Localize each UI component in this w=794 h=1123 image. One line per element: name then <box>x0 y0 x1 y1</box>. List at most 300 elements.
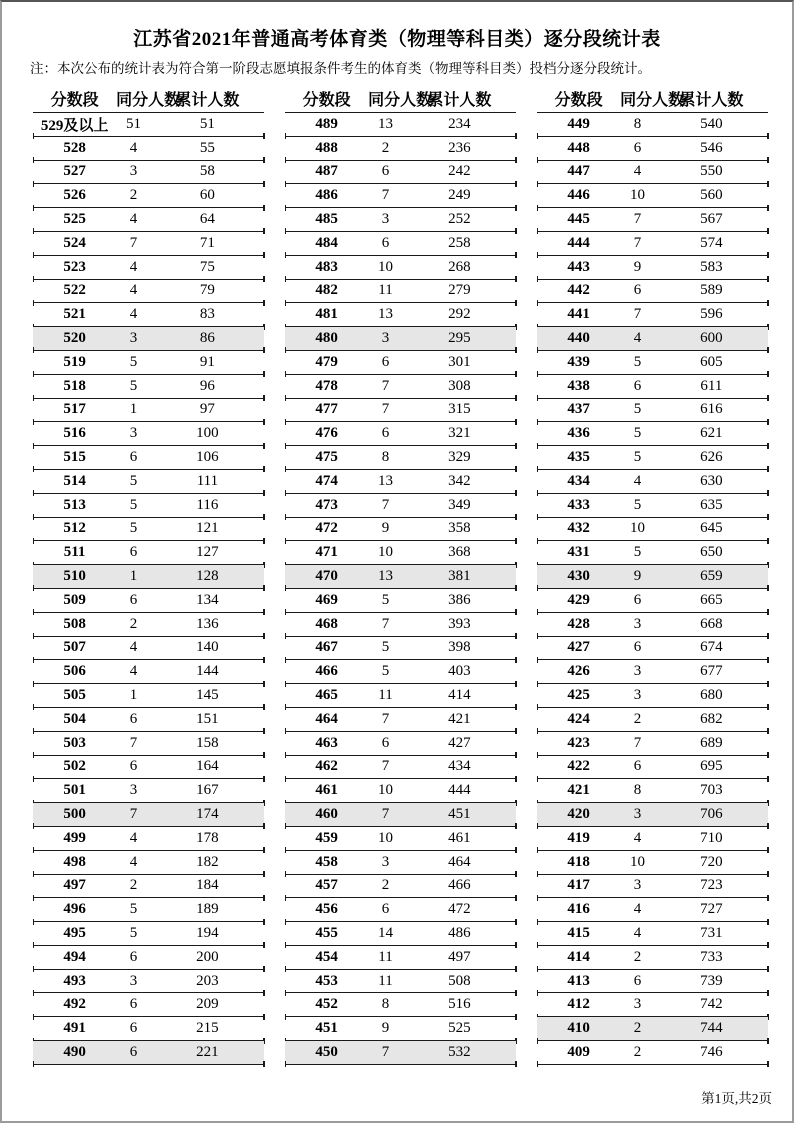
table-row <box>537 756 768 780</box>
table-row <box>537 875 768 899</box>
cumulative-count-value: 174 <box>196 806 219 822</box>
table-row <box>33 161 264 185</box>
score-range-value: 419 <box>567 829 590 846</box>
cumulative-count-value: 742 <box>700 996 723 1013</box>
table-row <box>285 232 516 256</box>
same-score-count-value: 4 <box>129 853 138 870</box>
same-score-count-value: 6 <box>129 449 138 466</box>
score-range-value: 480 <box>315 330 338 347</box>
same-score-count-value: 4 <box>633 330 642 347</box>
score-range-value: 516 <box>63 425 86 442</box>
table-row <box>537 541 768 565</box>
col-header-same-score-count: 同分人数 <box>620 91 685 109</box>
score-range-value: 468 <box>315 615 338 632</box>
table-row <box>537 946 768 970</box>
same-score-count-value: 2 <box>129 187 138 204</box>
table-row <box>33 827 264 851</box>
same-score-count-value: 8 <box>633 115 642 132</box>
same-score-count-value: 10 <box>377 258 393 275</box>
same-score-count-value: 9 <box>633 568 642 585</box>
cumulative-count-value: 79 <box>199 282 215 299</box>
same-score-count-value: 6 <box>633 282 642 299</box>
table-body <box>537 112 768 1065</box>
same-score-count-value: 4 <box>633 163 642 180</box>
cumulative-count-value: 486 <box>448 924 471 941</box>
same-score-count-value: 10 <box>377 544 393 561</box>
score-range-value: 433 <box>567 496 590 513</box>
score-range-value: 458 <box>315 853 338 870</box>
same-score-count-value: 7 <box>381 806 390 822</box>
cumulative-count-value: 128 <box>196 568 219 585</box>
cumulative-count-value: 630 <box>700 472 723 489</box>
score-range-value: 476 <box>315 425 338 442</box>
same-score-count-value: 3 <box>633 687 642 704</box>
cumulative-count-value: 75 <box>199 258 215 275</box>
same-score-count-value: 11 <box>378 972 393 989</box>
table-row <box>537 422 768 446</box>
cumulative-count-value: 295 <box>448 330 471 347</box>
cumulative-count-value: 144 <box>196 663 219 680</box>
score-range-value: 520 <box>63 330 86 347</box>
score-range-value: 481 <box>315 306 338 323</box>
tables-container <box>33 84 766 1065</box>
same-score-count-value: 1 <box>129 568 138 585</box>
cumulative-count-value: 349 <box>448 496 471 513</box>
table-row <box>33 875 264 899</box>
col-header-same-score-count: 同分人数 <box>116 91 181 109</box>
table-row <box>537 827 768 851</box>
cumulative-count-value: 86 <box>199 330 215 347</box>
same-score-count-value: 10 <box>629 187 645 204</box>
score-range-value: 428 <box>567 615 590 632</box>
cumulative-count-value: 626 <box>700 449 723 466</box>
table-row <box>537 803 768 827</box>
table-row <box>285 803 516 827</box>
score-table-2 <box>285 84 516 1065</box>
table-row <box>285 1041 516 1065</box>
same-score-count-value: 3 <box>633 615 642 632</box>
cumulative-count-value: 194 <box>196 924 219 941</box>
score-range-value: 451 <box>315 1020 338 1037</box>
score-range-value: 461 <box>315 782 338 799</box>
col-header-score-range: 分数段 <box>302 91 351 109</box>
same-score-count-value: 6 <box>633 639 642 656</box>
table-row <box>537 375 768 399</box>
score-range-value: 445 <box>567 211 590 228</box>
cumulative-count-value: 680 <box>700 687 723 704</box>
same-score-count-value: 3 <box>129 972 138 989</box>
table-row <box>285 184 516 208</box>
score-range-value: 475 <box>315 449 338 466</box>
cumulative-count-value: 403 <box>448 663 471 680</box>
score-range-value: 437 <box>567 401 590 418</box>
table-row <box>33 993 264 1017</box>
cumulative-count-value: 508 <box>448 972 471 989</box>
same-score-count-value: 4 <box>129 306 138 323</box>
same-score-count-value: 2 <box>633 1020 642 1037</box>
same-score-count-value: 7 <box>381 377 390 394</box>
score-range-value: 421 <box>567 782 590 799</box>
table-row <box>285 827 516 851</box>
same-score-count-value: 10 <box>377 782 393 799</box>
table-row <box>285 422 516 446</box>
cumulative-count-value: 51 <box>199 115 215 132</box>
cumulative-count-value: 184 <box>196 877 219 894</box>
same-score-count-value: 4 <box>633 472 642 489</box>
cumulative-count-value: 151 <box>196 710 219 727</box>
cumulative-count-value: 525 <box>448 1020 471 1037</box>
table-row <box>537 708 768 732</box>
note-text: 注：本次公布的统计表为符合第一阶段志愿填报条件考生的体育类（物理等科目类）投档分逐分段统计。 <box>30 61 651 76</box>
cumulative-count-value: 497 <box>448 948 471 965</box>
same-score-count-value: 6 <box>381 734 390 751</box>
score-range-value: 478 <box>315 377 338 394</box>
cumulative-count-value: 292 <box>448 306 471 323</box>
score-range-value: 473 <box>315 496 338 513</box>
cumulative-count-value: 744 <box>700 1020 723 1037</box>
table-row <box>33 470 264 494</box>
score-range-value: 485 <box>315 211 338 228</box>
same-score-count-value: 7 <box>381 1043 390 1060</box>
score-range-value: 523 <box>63 258 86 275</box>
score-range-value: 465 <box>315 687 338 704</box>
same-score-count-value: 7 <box>633 211 642 228</box>
cumulative-count-value: 746 <box>700 1043 723 1060</box>
same-score-count-value: 7 <box>381 401 390 418</box>
same-score-count-value: 4 <box>129 282 138 299</box>
table-row <box>33 851 264 875</box>
score-range-value: 504 <box>63 710 86 727</box>
cumulative-count-value: 55 <box>199 139 215 156</box>
cumulative-count-value: 398 <box>448 639 471 656</box>
cumulative-count-value: 560 <box>700 187 723 204</box>
same-score-count-value: 13 <box>377 306 393 323</box>
cumulative-count-value: 710 <box>700 829 723 846</box>
cumulative-count-value: 723 <box>700 877 723 894</box>
cumulative-count-value: 164 <box>196 758 219 775</box>
col-header-cumulative-count: 累计人数 <box>679 91 744 109</box>
cumulative-count-value: 83 <box>199 306 215 323</box>
table-row <box>537 732 768 756</box>
table-row <box>33 1041 264 1065</box>
score-range-value: 455 <box>315 924 338 941</box>
table-row <box>33 660 264 684</box>
same-score-count-value: 5 <box>129 496 138 513</box>
same-score-count-value: 5 <box>633 449 642 466</box>
table-row <box>285 708 516 732</box>
cumulative-count-value: 91 <box>199 353 215 370</box>
same-score-count-value: 9 <box>381 1020 390 1037</box>
cumulative-count-value: 308 <box>448 377 471 394</box>
table-row <box>285 494 516 518</box>
cumulative-count-value: 221 <box>196 1043 219 1060</box>
score-range-value: 409 <box>567 1043 590 1060</box>
score-range-value: 442 <box>567 282 590 299</box>
table-header <box>285 84 516 112</box>
cumulative-count-value: 605 <box>700 353 723 370</box>
same-score-count-value: 6 <box>129 1020 138 1037</box>
score-range-value: 493 <box>63 972 86 989</box>
score-range-value: 515 <box>63 449 86 466</box>
table-body <box>285 112 516 1065</box>
score-range-value: 488 <box>315 139 338 156</box>
score-range-value: 414 <box>567 948 590 965</box>
table-row <box>33 732 264 756</box>
same-score-count-value: 14 <box>377 924 393 941</box>
table-row <box>33 613 264 637</box>
score-range-value: 521 <box>63 306 86 323</box>
cumulative-count-value: 386 <box>448 591 471 608</box>
cumulative-count-value: 236 <box>448 139 471 156</box>
cumulative-count-value: 414 <box>448 687 471 704</box>
same-score-count-value: 4 <box>633 829 642 846</box>
cumulative-count-value: 60 <box>199 187 215 204</box>
score-range-value: 519 <box>63 353 86 370</box>
cumulative-count-value: 140 <box>196 639 219 656</box>
table-row <box>33 375 264 399</box>
cumulative-count-value: 731 <box>700 924 723 941</box>
cumulative-count-value: 540 <box>700 115 723 132</box>
cumulative-count-value: 611 <box>700 377 723 394</box>
score-range-value: 453 <box>315 972 338 989</box>
table-row <box>33 303 264 327</box>
table-row <box>285 256 516 280</box>
score-range-value: 495 <box>63 924 86 941</box>
cumulative-count-value: 733 <box>700 948 723 965</box>
cumulative-count-value: 546 <box>700 139 723 156</box>
same-score-count-value: 2 <box>129 877 138 894</box>
score-range-value: 483 <box>315 258 338 275</box>
table-row <box>537 232 768 256</box>
same-score-count-value: 7 <box>381 758 390 775</box>
score-range-value: 467 <box>315 639 338 656</box>
same-score-count-value: 13 <box>377 472 393 489</box>
same-score-count-value: 6 <box>381 163 390 180</box>
cumulative-count-value: 203 <box>196 972 219 989</box>
table-row <box>33 113 264 137</box>
score-range-value: 518 <box>63 377 86 394</box>
same-score-count-value: 4 <box>129 139 138 156</box>
table-row <box>537 280 768 304</box>
same-score-count-value: 3 <box>633 806 642 822</box>
score-range-value: 482 <box>315 282 338 299</box>
cumulative-count-value: 682 <box>700 710 723 727</box>
table-row <box>285 946 516 970</box>
cumulative-count-value: 461 <box>448 829 471 846</box>
cumulative-count-value: 645 <box>700 520 723 537</box>
score-range-value: 511 <box>63 544 86 561</box>
cumulative-count-value: 111 <box>196 472 219 489</box>
score-range-value: 491 <box>63 1020 86 1037</box>
score-range-value: 424 <box>567 710 590 727</box>
score-table-3 <box>537 84 768 1065</box>
same-score-count-value: 6 <box>381 425 390 442</box>
same-score-count-value: 2 <box>381 877 390 894</box>
table-row <box>285 732 516 756</box>
cumulative-count-value: 393 <box>448 615 471 632</box>
score-range-value: 448 <box>567 139 590 156</box>
table-row <box>285 875 516 899</box>
same-score-count-value: 6 <box>633 139 642 156</box>
table-row <box>537 898 768 922</box>
page-title: 江苏省2021年普通高考体育类（物理等科目类）逐分段统计表 <box>133 29 661 50</box>
same-score-count-value: 5 <box>381 591 390 608</box>
cumulative-count-value: 100 <box>196 425 219 442</box>
score-range-value: 484 <box>315 234 338 251</box>
score-range-value: 441 <box>567 306 590 323</box>
score-range-value: 510 <box>63 568 86 585</box>
table-row <box>537 970 768 994</box>
same-score-count-value: 5 <box>129 353 138 370</box>
table-header <box>33 84 264 112</box>
table-row <box>537 660 768 684</box>
cumulative-count-value: 621 <box>700 425 723 442</box>
table-row <box>537 1017 768 1041</box>
score-range-value: 417 <box>567 877 590 894</box>
score-range-value: 423 <box>567 734 590 751</box>
table-row <box>537 779 768 803</box>
table-row <box>285 113 516 137</box>
table-row <box>537 161 768 185</box>
table-row <box>285 446 516 470</box>
table-row <box>285 375 516 399</box>
same-score-count-value: 8 <box>633 782 642 799</box>
table-row <box>537 327 768 351</box>
table-row <box>33 803 264 827</box>
score-range-value: 444 <box>567 234 590 251</box>
score-range-value: 501 <box>63 782 86 799</box>
same-score-count-value: 11 <box>378 948 393 965</box>
same-score-count-value: 6 <box>129 710 138 727</box>
same-score-count-value: 4 <box>129 258 138 275</box>
same-score-count-value: 3 <box>381 853 390 870</box>
table-row <box>33 898 264 922</box>
score-range-value: 412 <box>567 996 590 1013</box>
score-range-value: 494 <box>63 948 86 965</box>
same-score-count-value: 8 <box>381 449 390 466</box>
same-score-count-value: 3 <box>381 330 390 347</box>
table-row <box>285 351 516 375</box>
score-range-value: 463 <box>315 734 338 751</box>
cumulative-count-value: 279 <box>448 282 471 299</box>
table-row <box>285 613 516 637</box>
same-score-count-value: 7 <box>633 734 642 751</box>
table-header <box>537 84 768 112</box>
same-score-count-value: 51 <box>125 115 141 132</box>
table-row <box>285 970 516 994</box>
score-range-value: 506 <box>63 663 86 680</box>
cumulative-count-value: 258 <box>448 234 471 251</box>
same-score-count-value: 7 <box>381 187 390 204</box>
cumulative-count-value: 589 <box>700 282 723 299</box>
table-row <box>537 589 768 613</box>
cumulative-count-value: 650 <box>700 544 723 561</box>
same-score-count-value: 5 <box>633 401 642 418</box>
table-row <box>33 327 264 351</box>
score-range-value: 416 <box>567 901 590 918</box>
score-range-value: 497 <box>63 877 86 894</box>
cumulative-count-value: 596 <box>700 306 723 323</box>
score-range-value: 489 <box>315 115 338 132</box>
cumulative-count-value: 665 <box>700 591 723 608</box>
score-range-value: 474 <box>315 472 338 489</box>
score-range-value: 460 <box>315 806 338 822</box>
table-row <box>285 518 516 542</box>
same-score-count-value: 6 <box>381 234 390 251</box>
same-score-count-value: 3 <box>129 163 138 180</box>
cumulative-count-value: 134 <box>196 591 219 608</box>
table-row <box>285 684 516 708</box>
table-row <box>537 184 768 208</box>
cumulative-count-value: 532 <box>448 1043 471 1060</box>
table-row <box>33 280 264 304</box>
score-range-value: 471 <box>315 544 338 561</box>
same-score-count-value: 3 <box>129 425 138 442</box>
table-row <box>33 970 264 994</box>
score-range-value: 418 <box>567 853 590 870</box>
score-range-value: 524 <box>63 234 86 251</box>
same-score-count-value: 5 <box>381 639 390 656</box>
same-score-count-value: 1 <box>129 687 138 704</box>
cumulative-count-value: 242 <box>448 163 471 180</box>
table-row <box>285 541 516 565</box>
same-score-count-value: 6 <box>633 591 642 608</box>
score-range-value: 525 <box>63 211 86 228</box>
table-row <box>285 303 516 327</box>
table-row <box>285 851 516 875</box>
cumulative-count-value: 720 <box>700 853 723 870</box>
table-row <box>285 327 516 351</box>
same-score-count-value: 2 <box>381 139 390 156</box>
score-range-value: 429 <box>567 591 590 608</box>
cumulative-count-value: 178 <box>196 829 219 846</box>
table-row <box>537 637 768 661</box>
score-range-value: 527 <box>63 163 86 180</box>
score-range-value: 439 <box>567 353 590 370</box>
score-range-value: 415 <box>567 924 590 941</box>
cumulative-count-value: 427 <box>448 734 471 751</box>
same-score-count-value: 10 <box>377 829 393 846</box>
cumulative-count-value: 668 <box>700 615 723 632</box>
cumulative-count-value: 464 <box>448 853 471 870</box>
same-score-count-value: 5 <box>129 472 138 489</box>
table-row <box>33 779 264 803</box>
cumulative-count-value: 451 <box>448 806 471 822</box>
score-range-value: 438 <box>567 377 590 394</box>
table-row <box>285 161 516 185</box>
cumulative-count-value: 466 <box>448 877 471 894</box>
same-score-count-value: 7 <box>633 306 642 323</box>
score-range-value: 410 <box>567 1020 590 1037</box>
cumulative-count-value: 550 <box>700 163 723 180</box>
same-score-count-value: 4 <box>129 663 138 680</box>
score-range-value: 528 <box>63 139 86 156</box>
table-row <box>33 541 264 565</box>
table-row <box>537 1041 768 1065</box>
cumulative-count-value: 677 <box>700 663 723 680</box>
table-body <box>33 112 264 1065</box>
cumulative-count-value: 127 <box>196 544 219 561</box>
cumulative-count-value: 689 <box>700 734 723 751</box>
cumulative-count-value: 635 <box>700 496 723 513</box>
same-score-count-value: 7 <box>129 806 138 822</box>
cumulative-count-value: 209 <box>196 996 219 1013</box>
table-row <box>285 470 516 494</box>
table-row <box>285 922 516 946</box>
table-row <box>537 565 768 589</box>
table-row <box>537 113 768 137</box>
same-score-count-value: 9 <box>633 258 642 275</box>
